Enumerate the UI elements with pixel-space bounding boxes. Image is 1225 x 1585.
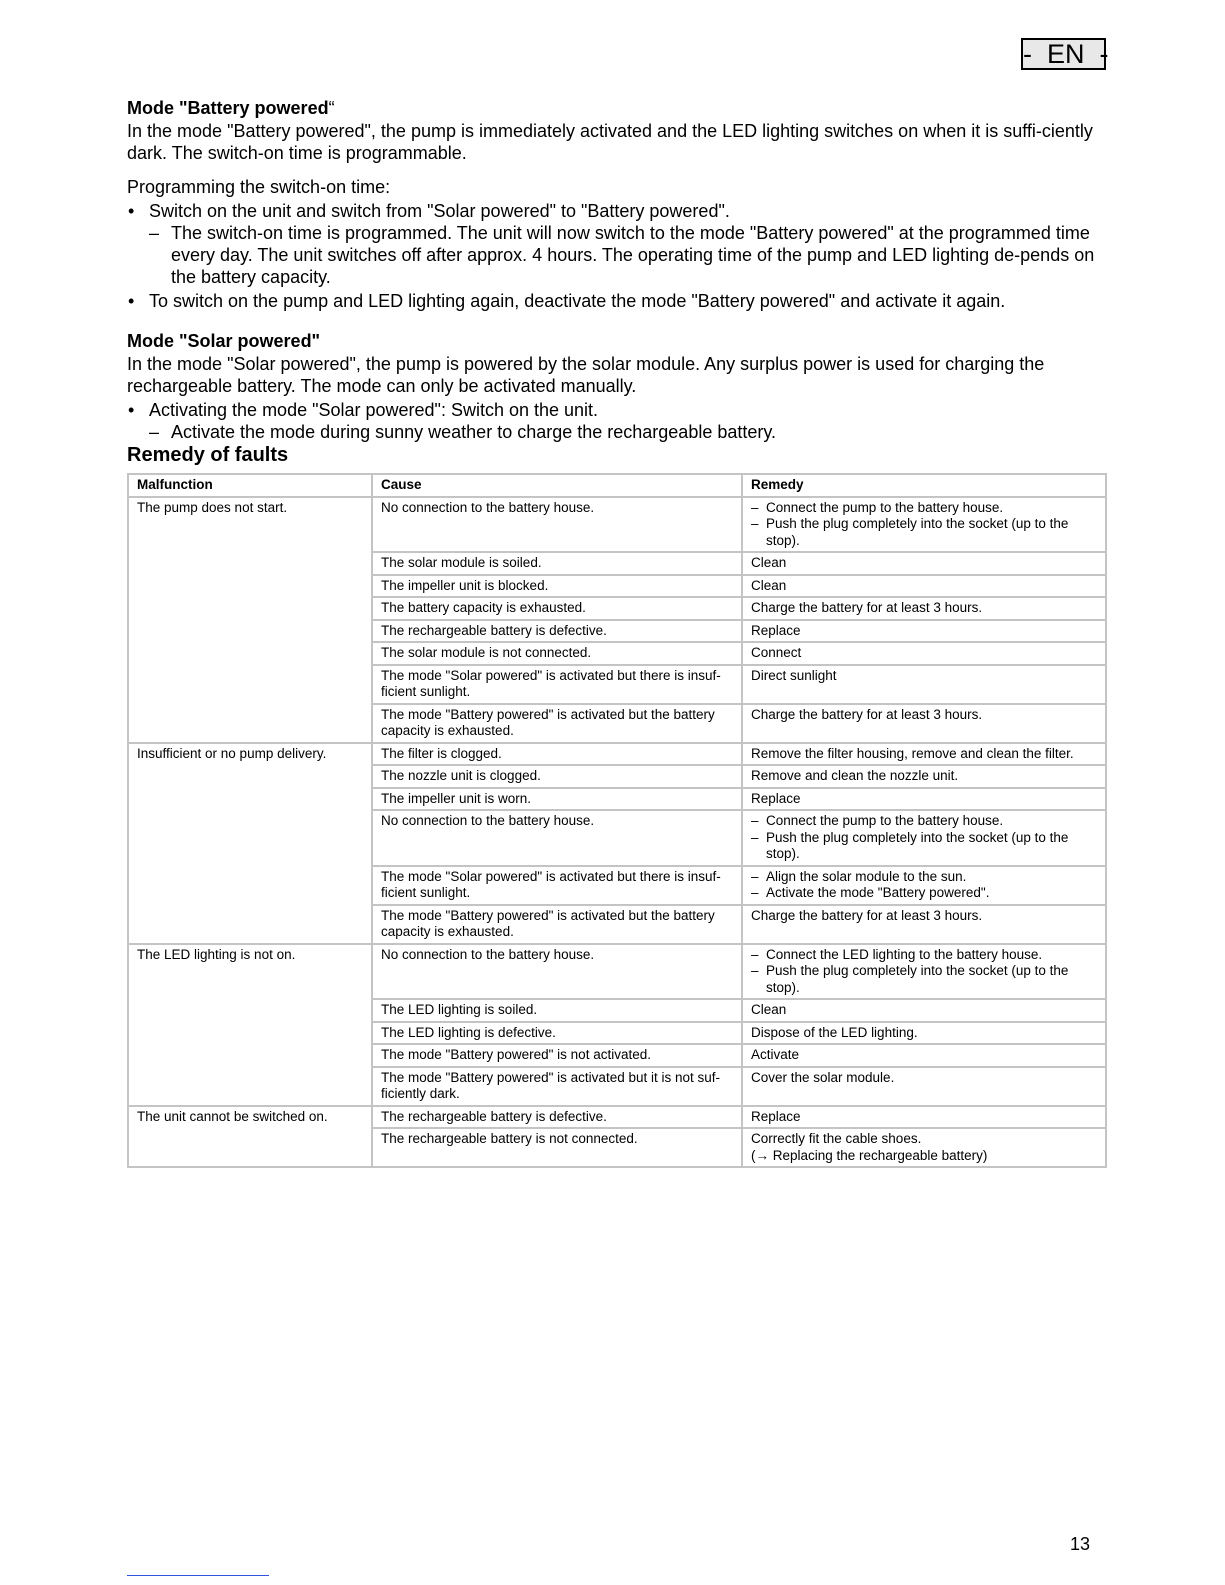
cause-cell: The battery capacity is exhausted. (373, 598, 741, 619)
remedy-cell: Replace (743, 621, 1105, 642)
solar-substeps (127, 421, 1107, 443)
battery-mode-heading-quote: “ (328, 98, 335, 118)
remedy-steps (751, 813, 1097, 863)
cause-cell: The filter is clogged. (373, 744, 741, 765)
programming-substep: – The switch-on time is programmed. The unit will now switch to the mode "Battery powered" at the programmed time every day. The unit switches off after approx. 4 hours. The operating time of the pump and LED lighting de-pends on the battery capacity. (149, 222, 1107, 288)
table-row (129, 498, 1105, 552)
remedy-steps (751, 947, 1097, 997)
remedy-step: – Align the solar module to the sun. (751, 869, 1097, 886)
malfunction-cell: The unit cannot be switched on. (129, 1107, 371, 1167)
cause-cell: No connection to the battery house. (373, 811, 741, 865)
cause-cell: The LED lighting is defective. (373, 1023, 741, 1044)
battery-mode-heading (127, 97, 1107, 120)
cause-cell: The rechargeable battery is not connected. (373, 1129, 741, 1166)
cause-cell: The LED lighting is soiled. (373, 1000, 741, 1021)
remedy-cell: Replace (743, 1107, 1105, 1128)
language-badge: - EN - (1023, 39, 1109, 69)
remedy-cell: Clean (743, 553, 1105, 574)
cause-cell: The solar module is not connected. (373, 643, 741, 664)
remedy-cell (743, 1129, 1105, 1166)
table-row (129, 1107, 1105, 1128)
remedy-steps (751, 500, 1097, 550)
remedy-line: Correctly fit the cable shoes. (751, 1131, 922, 1146)
remedy-cell: Remove the filter housing, remove and clean the filter. (743, 744, 1105, 765)
cause-cell: The mode "Solar powered" is activated but there is insuf-ficient sunlight. (373, 867, 741, 904)
remedy-cell: Charge the battery for at least 3 hours. (743, 598, 1105, 619)
solar-steps (127, 399, 1107, 421)
faults-heading: Remedy of faults (127, 444, 289, 466)
programming-substeps (127, 222, 1107, 288)
remedy-step: – Connect the LED lighting to the battery house. (751, 947, 1097, 964)
programming-steps (127, 200, 1107, 222)
reactivate-step-text: To switch on the pump and LED lighting again, deactivate the mode "Battery powered" and activate it again. (149, 291, 1006, 311)
remedy-step: – Push the plug completely into the socket (up to the stop). (751, 830, 1097, 863)
remedy-cell (743, 867, 1105, 904)
cause-cell: The mode "Battery powered" is not activated. (373, 1045, 741, 1066)
remedy-cell: Cover the solar module. (743, 1068, 1105, 1105)
footer-rule (127, 1575, 269, 1576)
programming-step (127, 200, 1107, 222)
cause-cell: The mode "Battery powered" is activated but the battery capacity is exhausted. (373, 705, 741, 742)
column-header-cause: Cause (373, 475, 741, 496)
faults-table-body (129, 498, 1105, 1167)
cause-cell: No connection to the battery house. (373, 498, 741, 552)
remedy-cell (743, 945, 1105, 999)
remedy-step: – Activate the mode "Battery powered". (751, 885, 1097, 902)
remedy-cell: Clean (743, 576, 1105, 597)
reactivate-step (127, 290, 1107, 312)
cause-cell: The mode "Solar powered" is activated but there is insuf-ficient sunlight. (373, 666, 741, 703)
cause-cell: The mode "Battery powered" is activated but the battery capacity is exhausted. (373, 906, 741, 943)
cause-cell: The impeller unit is worn. (373, 789, 741, 810)
battery-mode-heading-text: Mode "Battery powered (127, 98, 329, 118)
malfunction-cell: The pump does not start. (129, 498, 371, 742)
remedy-cell (743, 811, 1105, 865)
remedy-step: – Push the plug completely into the socket (up to the stop). (751, 963, 1097, 996)
battery-mode-intro: In the mode "Battery powered", the pump is immediately activated and the LED lighting switches on when it is suffi-ciently dark. The switch-on time is programmable. (127, 121, 1093, 163)
page-content (127, 97, 1107, 1168)
remedy-cell: Direct sunlight (743, 666, 1105, 703)
remedy-cell: Connect (743, 643, 1105, 664)
programming-step-text: Switch on the unit and switch from "Solar powered" to "Battery powered". (149, 201, 730, 221)
cause-cell: The rechargeable battery is defective. (373, 621, 741, 642)
cause-cell: The solar module is soiled. (373, 553, 741, 574)
remedy-cell: Charge the battery for at least 3 hours. (743, 906, 1105, 943)
remedy-step: – Push the plug completely into the socket (up to the stop). (751, 516, 1097, 549)
solar-step (127, 399, 1107, 421)
malfunction-cell: The LED lighting is not on. (129, 945, 371, 1105)
remedy-cell (743, 498, 1105, 552)
solar-step-text: Activating the mode "Solar powered": Switch on the unit. (149, 400, 599, 420)
remedy-cell: Activate (743, 1045, 1105, 1066)
cause-cell: The impeller unit is blocked. (373, 576, 741, 597)
faults-header-row (129, 475, 1105, 496)
remedy-cell: Charge the battery for at least 3 hours. (743, 705, 1105, 742)
solar-substep: – Activate the mode during sunny weather to charge the rechargeable battery. (149, 421, 1107, 443)
remedy-cell: Clean (743, 1000, 1105, 1021)
table-row (129, 945, 1105, 999)
column-header-malfunction: Malfunction (129, 475, 371, 496)
remedy-step: – Connect the pump to the battery house. (751, 500, 1097, 517)
remedy-step: – Connect the pump to the battery house. (751, 813, 1097, 830)
page-number: 13 (1070, 1534, 1091, 1554)
cause-cell: The rechargeable battery is defective. (373, 1107, 741, 1128)
cause-cell: No connection to the battery house. (373, 945, 741, 999)
remedy-cell: Replace (743, 789, 1105, 810)
column-header-remedy: Remedy (743, 475, 1105, 496)
cause-cell: The mode "Battery powered" is activated but it is not suf-ficiently dark. (373, 1068, 741, 1105)
reactivate-steps (127, 290, 1107, 312)
remedy-line: (→ Replacing the rechargeable battery) (751, 1147, 988, 1163)
remedy-cell: Remove and clean the nozzle unit. (743, 766, 1105, 787)
programming-title: Programming the switch-on time: (127, 177, 391, 197)
table-row (129, 744, 1105, 765)
cause-cell: The nozzle unit is clogged. (373, 766, 741, 787)
solar-mode-heading: Mode "Solar powered" (127, 331, 321, 351)
faults-table (127, 473, 1107, 1168)
malfunction-cell: Insufficient or no pump delivery. (129, 744, 371, 943)
remedy-cell: Dispose of the LED lighting. (743, 1023, 1105, 1044)
remedy-steps (751, 869, 1097, 902)
solar-mode-intro: In the mode "Solar powered", the pump is powered by the solar module. Any surplus power is used for charging the rechargeable battery. The mode can only be activated manually. (127, 354, 1045, 396)
